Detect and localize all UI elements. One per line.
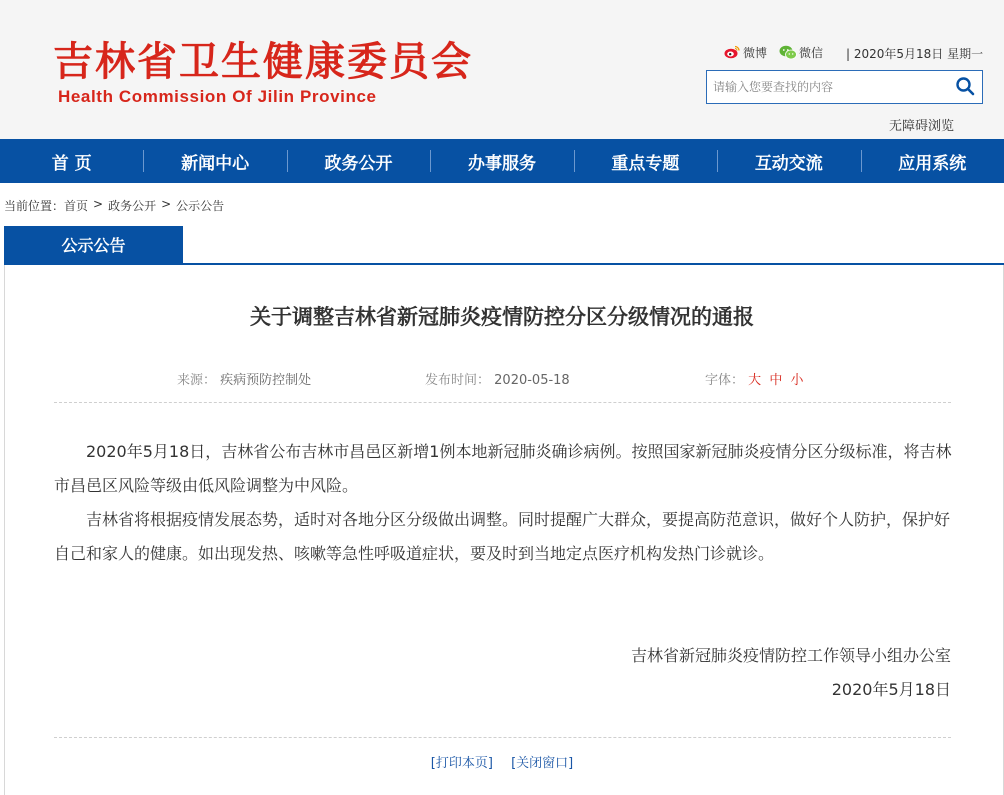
- main-nav: [0, 139, 1004, 183]
- article-publish-time: [425, 369, 570, 388]
- nav-item-topics[interactable]: 重点专题: [574, 139, 717, 183]
- site-title-en[interactable]: Health Commission Of Jilin Province: [58, 87, 377, 106]
- font-size-control: [705, 369, 807, 388]
- font-small-button[interactable]: 小: [790, 373, 804, 388]
- font-medium-button[interactable]: 中: [769, 373, 783, 388]
- accessible-browsing-link[interactable]: 无障碍浏览: [889, 119, 955, 134]
- font-size-label: 字体：: [705, 373, 745, 388]
- search-input[interactable]: [707, 71, 951, 103]
- breadcrumb-gov-affairs[interactable]: 政务公开: [108, 199, 157, 213]
- wechat-icon: [779, 43, 797, 61]
- breadcrumb-separator: >: [161, 197, 172, 211]
- section-tab-announcements: 公示公告: [4, 226, 183, 263]
- weibo-icon: [723, 43, 741, 61]
- meta-divider: [54, 402, 951, 403]
- print-page-link[interactable]: [打印本页]: [430, 756, 493, 771]
- breadcrumb-announcements[interactable]: 公示公告: [176, 199, 225, 213]
- publish-value: 2020-05-18: [494, 373, 570, 388]
- breadcrumb-home[interactable]: 首页: [64, 199, 89, 213]
- nav-item-interaction[interactable]: 互动交流: [717, 139, 860, 183]
- weibo-label: 微博: [743, 45, 768, 60]
- site-header: [0, 0, 1004, 139]
- search-icon: [955, 76, 975, 100]
- close-window-link[interactable]: [关闭窗口]: [511, 756, 574, 771]
- article-title: 关于调整吉林省新冠肺炎疫情防控分区分级情况的通报: [250, 305, 754, 329]
- weibo-link[interactable]: [723, 43, 767, 61]
- social-links: [723, 43, 835, 61]
- wechat-label: 微信: [799, 45, 824, 60]
- publish-label: 发布时间：: [425, 373, 491, 388]
- search-button[interactable]: [952, 75, 978, 101]
- article-body: [54, 435, 954, 571]
- search-box: [706, 70, 983, 104]
- article-actions: [0, 752, 1004, 771]
- source-label: 来源：: [177, 373, 217, 388]
- breadcrumb-prefix: 当前位置：: [4, 199, 65, 213]
- breadcrumb: [4, 197, 224, 214]
- current-date: | 2020年5月18日 星期一: [846, 47, 984, 61]
- article-signature: 吉林省新冠肺炎疫情防控工作领导小组办公室: [630, 646, 951, 665]
- site-title[interactable]: 吉林省卫生健康委员会: [53, 39, 473, 85]
- breadcrumb-separator: >: [93, 197, 104, 211]
- source-value: 疾病预防控制处: [220, 373, 312, 388]
- nav-item-services[interactable]: 办事服务: [430, 139, 573, 183]
- wechat-link[interactable]: [779, 43, 823, 61]
- article-paragraph: 吉林省将根据疫情发展态势，适时对各地分区分级做出调整。同时提醒广大群众，要提高防范意识，做好个人防护，保护好自己和家人的健康。如出现发热、咳嗽等急性呼吸道症状，要及时到当地定点医疗机构发热门诊就诊。: [54, 510, 951, 563]
- article-paragraph: 2020年5月18日，吉林省公布吉林市昌邑区新增1例本地新冠肺炎确诊病例。按照国家新冠肺炎疫情分区分级标准，将吉林市昌邑区风险等级由低风险调整为中风险。: [54, 442, 952, 495]
- article-source: [177, 369, 311, 388]
- nav-item-gov-affairs[interactable]: 政务公开: [287, 139, 430, 183]
- nav-item-news[interactable]: 新闻中心: [143, 139, 286, 183]
- article-signature-date: 2020年5月18日: [831, 680, 951, 699]
- footer-divider: [54, 737, 951, 738]
- nav-item-apps[interactable]: 应用系统: [861, 139, 1004, 183]
- nav-item-home[interactable]: 首 页: [51, 153, 92, 174]
- font-large-button[interactable]: 大: [748, 373, 762, 388]
